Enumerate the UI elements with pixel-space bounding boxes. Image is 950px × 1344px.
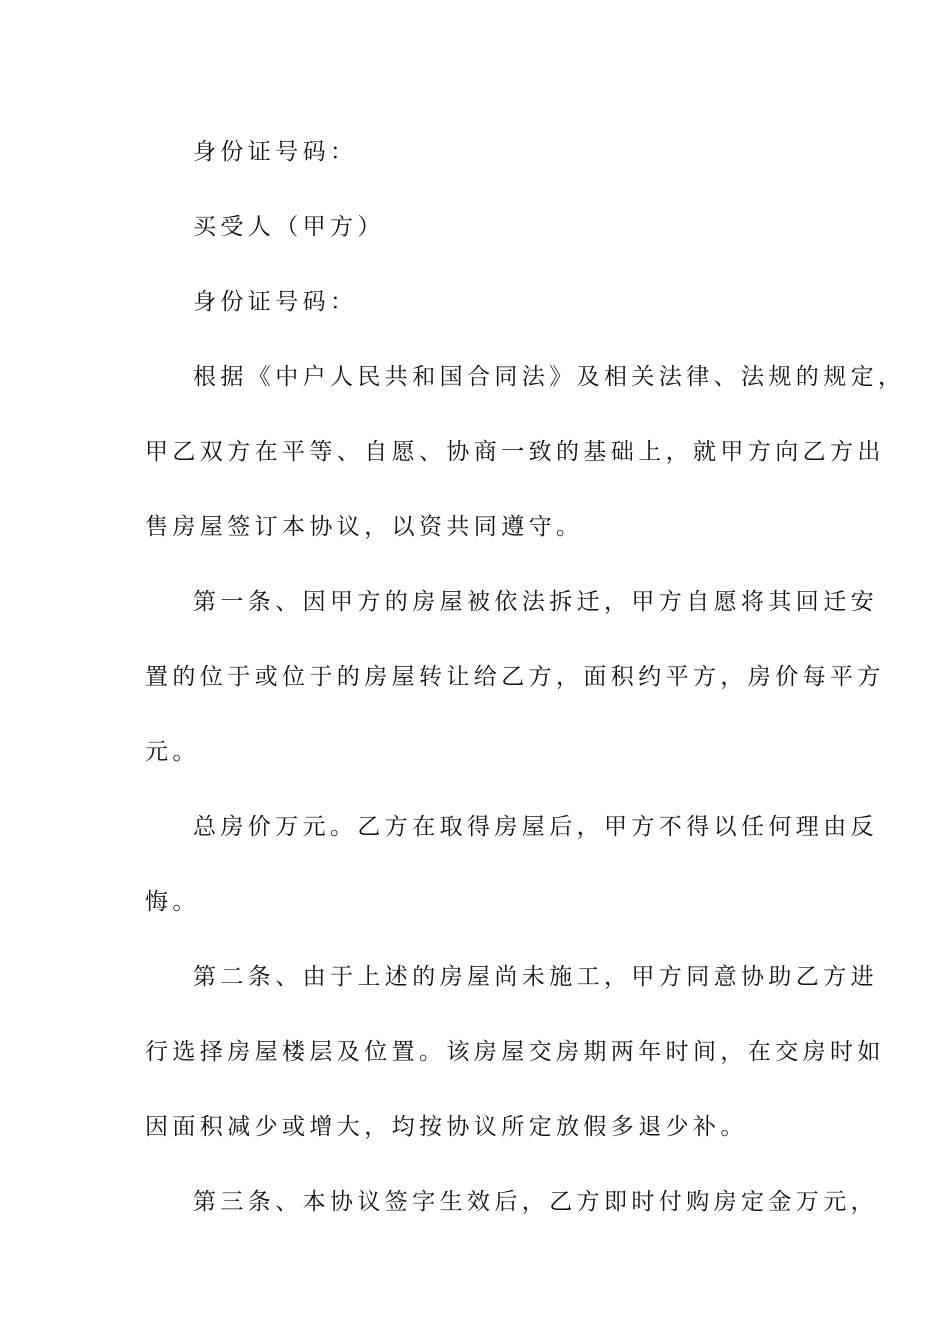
total-price-line-2: 悔。 xyxy=(145,889,200,915)
article-2-line-2: 行选择房屋楼层及位置。该房屋交房期两年时间，在交房时如 xyxy=(145,1039,885,1065)
article-1-line-3: 元。 xyxy=(145,739,200,765)
buyer-id-number-label: 身份证号码： xyxy=(193,289,358,315)
preamble-line-3: 售房屋签订本协议，以资共同遵守。 xyxy=(145,514,584,540)
article-1-line-2: 置的位于或位于的房屋转让给乙方，面积约平方，房价每平方 xyxy=(145,664,885,690)
article-2-line-1: 第二条、由于上述的房屋尚未施工，甲方同意协助乙方进 xyxy=(193,964,878,990)
preamble-line-1: 根据《中户人民共和国合同法》及相关法律、法规的规定， xyxy=(193,364,906,390)
article-3-line-1: 第三条、本协议签字生效后，乙方即时付购房定金万元， xyxy=(193,1189,878,1215)
total-price-line-1: 总房价万元。乙方在取得房屋后，甲方不得以任何理由反 xyxy=(193,814,878,840)
preamble-line-2: 甲乙双方在平等、自愿、协商一致的基础上，就甲方向乙方出 xyxy=(145,439,885,465)
article-2-line-3: 因面积减少或增大，均按协议所定放假多退少补。 xyxy=(145,1114,748,1140)
buyer-party-label: 买受人（甲方） xyxy=(193,214,385,240)
article-1-line-1: 第一条、因甲方的房屋被依法拆迁，甲方自愿将其回迁安 xyxy=(193,589,878,615)
seller-id-number-label: 身份证号码： xyxy=(193,139,358,165)
